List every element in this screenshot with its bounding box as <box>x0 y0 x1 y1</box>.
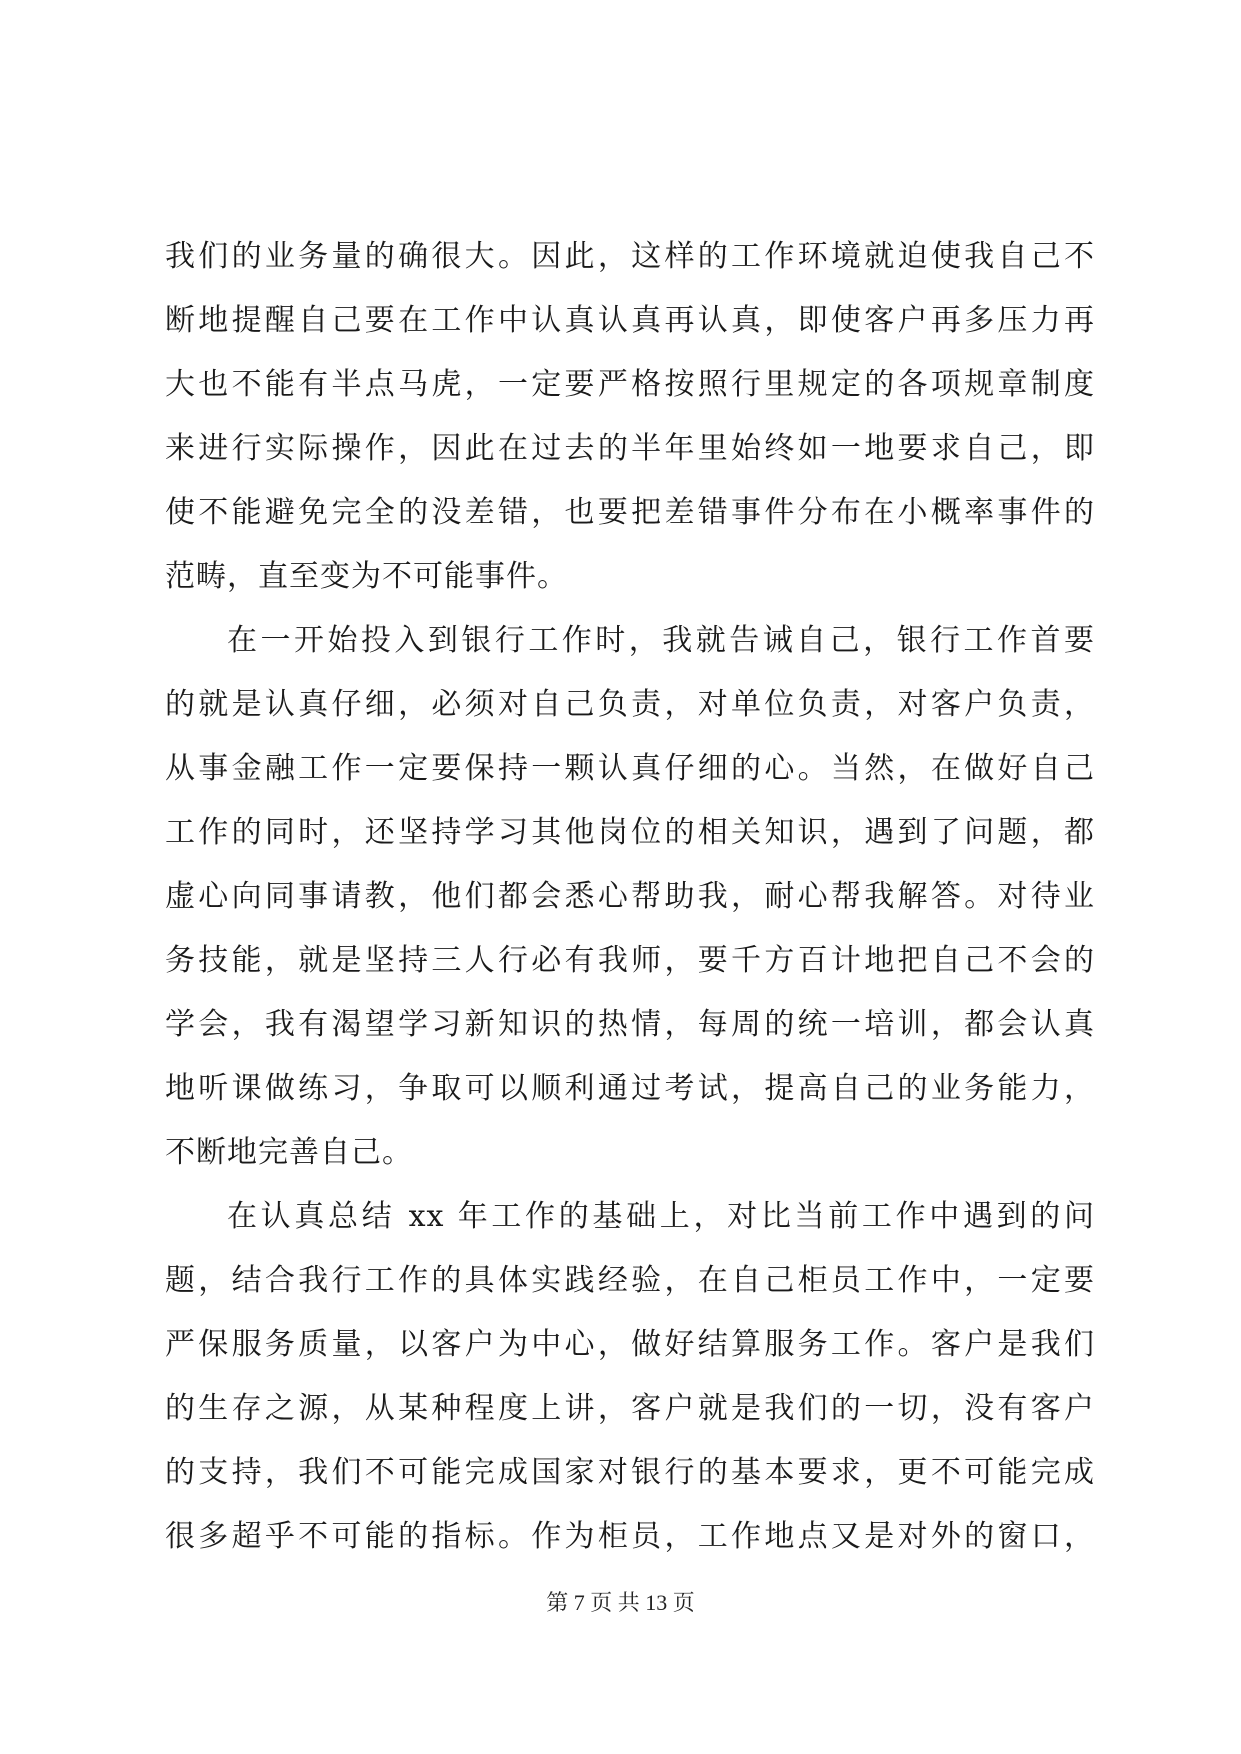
text-line: 从事金融工作一定要保持一颗认真仔细的心。当然，在做好自己 <box>165 751 1095 786</box>
text-line: 严保服务质量，以客户为中心，做好结算服务工作。客户是我们 <box>165 1327 1095 1362</box>
paragraph-2 <box>165 609 1095 1185</box>
text-line: 的就是认真仔细，必须对自己负责，对单位负责，对客户负责， <box>165 687 1095 722</box>
text-line: 不断地完善自己。 <box>165 1135 413 1170</box>
text-line: 断地提醒自己要在工作中认真认真再认真，即使客户再多压力再 <box>165 303 1095 338</box>
text-line: 很多超乎不可能的指标。作为柜员，工作地点又是对外的窗口， <box>165 1519 1095 1554</box>
paragraph-3 <box>165 1185 1095 1569</box>
text-line: 大也不能有半点马虎，一定要严格按照行里规定的各项规章制度 <box>165 367 1095 402</box>
text-line: 在一开始投入到银行工作时，我就告诫自己，银行工作首要 <box>227 623 1095 658</box>
body-text <box>165 225 1095 1569</box>
paragraph-1 <box>165 225 1095 609</box>
text-line: 我们的业务量的确很大。因此，这样的工作环境就迫使我自己不 <box>165 239 1095 274</box>
text-line: 范畴，直至变为不可能事件。 <box>165 559 568 594</box>
text-line: 的生存之源，从某种程度上讲，客户就是我们的一切，没有客户 <box>165 1391 1095 1426</box>
text-line: 在认真总结 xx 年工作的基础上，对比当前工作中遇到的问 <box>227 1199 1095 1234</box>
page-number-footer: 第 7 页 共 13 页 <box>546 1590 695 1615</box>
text-line: 来进行实际操作，因此在过去的半年里始终如一地要求自己，即 <box>165 431 1095 466</box>
text-line: 工作的同时，还坚持学习其他岗位的相关知识，遇到了问题，都 <box>165 815 1095 850</box>
text-line: 使不能避免完全的没差错，也要把差错事件分布在小概率事件的 <box>165 495 1095 530</box>
text-line: 的支持，我们不可能完成国家对银行的基本要求，更不可能完成 <box>165 1455 1095 1490</box>
text-line: 虚心向同事请教，他们都会悉心帮助我，耐心帮我解答。对待业 <box>165 879 1095 914</box>
text-line: 地听课做练习，争取可以顺利通过考试，提高自己的业务能力， <box>165 1071 1095 1106</box>
text-line: 学会，我有渴望学习新知识的热情，每周的统一培训，都会认真 <box>165 1007 1095 1042</box>
text-line: 务技能，就是坚持三人行必有我师，要千方百计地把自己不会的 <box>165 943 1095 978</box>
text-line: 题，结合我行工作的具体实践经验，在自己柜员工作中，一定要 <box>165 1263 1095 1298</box>
